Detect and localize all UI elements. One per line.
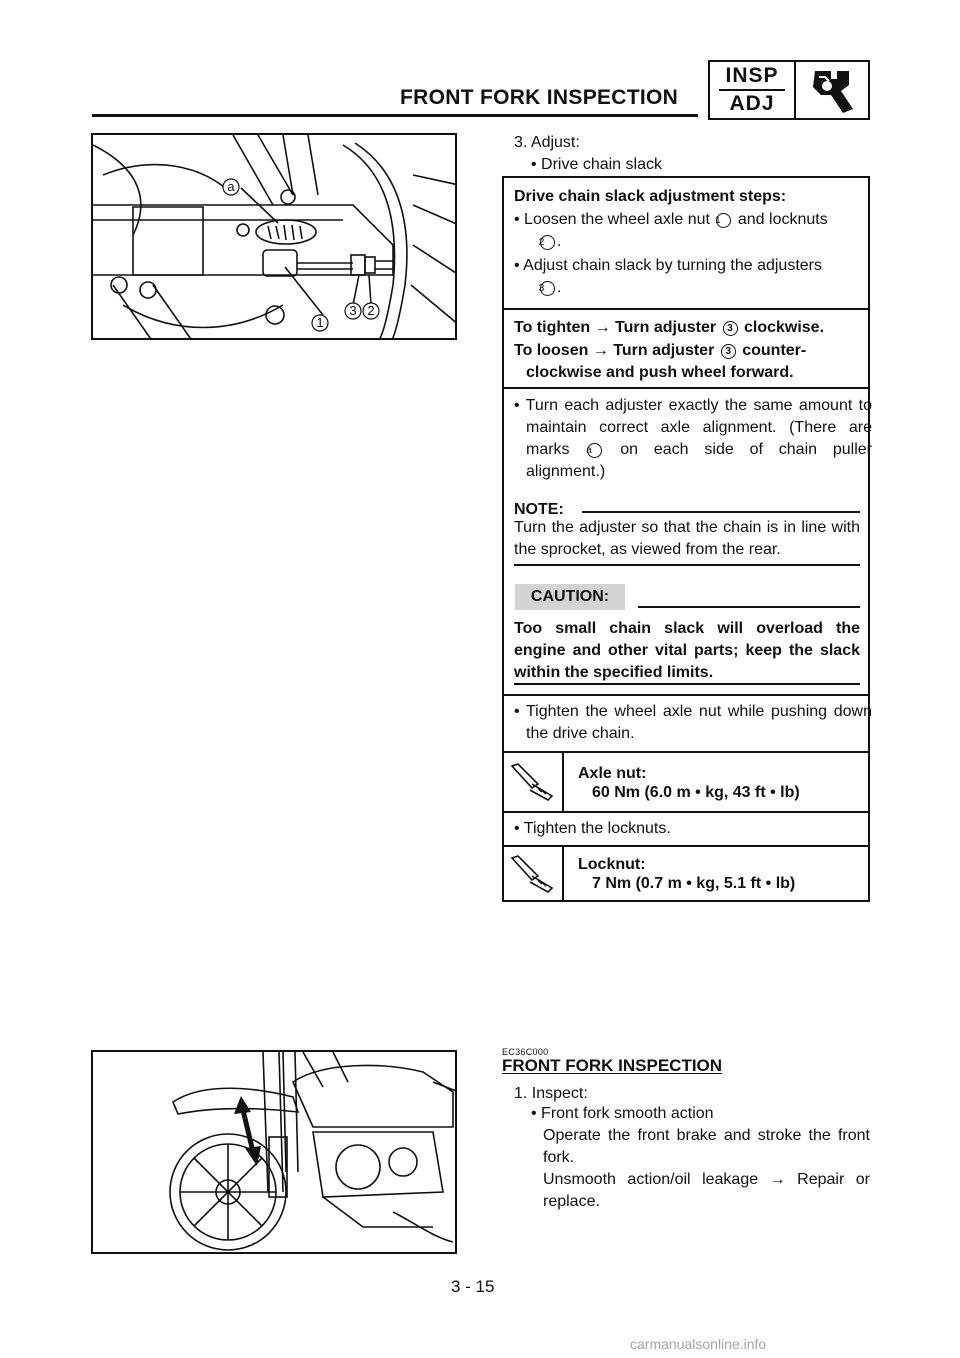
loosen-text-b: and locknuts bbox=[737, 211, 828, 228]
procedure-heading: Drive chain slack adjustment steps: bbox=[514, 188, 787, 205]
align-text-a: • Turn each adjuster exactly the same amount to maintain correct axle alignment. (There are marks bbox=[514, 397, 872, 458]
step-3-item: • Drive chain slack bbox=[531, 156, 662, 173]
tighten-instruction bbox=[514, 317, 860, 339]
badge-divider bbox=[719, 89, 785, 91]
loosen-instr-c: clockwise and push wheel forward. bbox=[526, 364, 794, 381]
caution-end-rule bbox=[514, 683, 860, 685]
axle-nut-spec-value: 60 Nm (6.0 m • kg, 43 ft • lb) bbox=[592, 784, 800, 801]
section-badge bbox=[708, 60, 870, 120]
section-badge-label bbox=[710, 62, 796, 118]
tighten-ref-3: 3 bbox=[723, 321, 738, 336]
loosen-instr-a: To loosen → Turn adjuster bbox=[514, 342, 715, 359]
wrench-icon bbox=[796, 62, 868, 118]
locknut-spec-label: Locknut: bbox=[578, 856, 646, 873]
adjust-text-a: • Adjust chain slack by turning the adjusters bbox=[514, 257, 822, 274]
axle-nut-spec-label: Axle nut: bbox=[578, 765, 647, 782]
inspect-item: • Front fork smooth action bbox=[531, 1105, 714, 1122]
locknut-spec-value: 7 Nm (0.7 m • kg, 5.1 ft • lb) bbox=[592, 875, 796, 892]
callout-3: 3 bbox=[349, 303, 357, 318]
badge-adj: ADJ bbox=[729, 92, 775, 115]
section-title: FRONT FORK INSPECTION bbox=[502, 1056, 723, 1075]
tighten-text-b: clockwise. bbox=[743, 319, 825, 336]
inspect-step-label: 1. Inspect: bbox=[514, 1085, 588, 1102]
loosen-ref-3: 3 bbox=[721, 344, 736, 359]
front-fork-illustration bbox=[91, 1050, 457, 1254]
inspect-result: Unsmooth action/oil leakage → Repair or replace. bbox=[543, 1171, 870, 1210]
tighten-text-a: To tighten → Turn adjuster bbox=[514, 319, 717, 336]
callout-a: a bbox=[227, 179, 235, 194]
adjust-text-b: . bbox=[557, 279, 562, 296]
divider bbox=[504, 387, 868, 389]
caution-rule bbox=[638, 606, 860, 608]
torque-wrench-icon bbox=[504, 847, 564, 900]
divider bbox=[504, 811, 868, 813]
ref-3: 3 bbox=[540, 281, 555, 296]
loosen-instruction bbox=[514, 340, 860, 384]
watermark: carmanualsonline.info bbox=[630, 1336, 767, 1352]
tighten-locknuts-step: • Tighten the locknuts. bbox=[514, 820, 671, 837]
callout-2: 2 bbox=[367, 303, 375, 318]
page-header-title: FRONT FORK INSPECTION bbox=[400, 86, 679, 109]
badge-insp: INSP bbox=[725, 64, 779, 87]
step-loosen-nuts bbox=[514, 209, 872, 253]
page-number: 3 - 15 bbox=[451, 1277, 495, 1296]
alignment-step bbox=[514, 395, 872, 483]
procedure-box bbox=[502, 176, 870, 902]
step-3-label: 3. Adjust: bbox=[514, 134, 580, 151]
section-code: EC36C000 bbox=[502, 1047, 549, 1057]
header-rule bbox=[92, 114, 698, 117]
torque-wrench-icon bbox=[504, 753, 564, 811]
loosen-text-a: • Loosen the wheel axle nut bbox=[514, 211, 710, 228]
align-text-b: on each side of chain puller alignment.) bbox=[526, 441, 872, 480]
caution-text: Too small chain slack will overload the engine and other vital parts; keep the slack within the specified limits. bbox=[514, 620, 860, 681]
tighten-axle-step: • Tighten the wheel axle nut while pushing down the drive chain. bbox=[514, 703, 872, 742]
note-end-rule bbox=[514, 564, 860, 566]
loosen-text-c: . bbox=[557, 233, 562, 250]
chain-adjuster-illustration bbox=[91, 133, 457, 340]
callout-1: 1 bbox=[316, 315, 324, 330]
ref-1: 1 bbox=[716, 213, 731, 228]
ref-a: a bbox=[587, 443, 602, 458]
ref-2: 2 bbox=[540, 235, 555, 250]
inspect-instructions: Operate the front brake and stroke the front fork. bbox=[543, 1127, 870, 1166]
step-adjust-slack bbox=[514, 255, 872, 299]
note-rule bbox=[582, 511, 860, 513]
loosen-instr-b: counter- bbox=[742, 342, 807, 359]
divider bbox=[504, 308, 868, 310]
note-label: NOTE: bbox=[514, 501, 564, 518]
divider bbox=[504, 694, 868, 696]
caution-label: CAUTION: bbox=[515, 584, 625, 610]
note-text: Turn the adjuster so that the chain is in line with the sprocket, as viewed from the rear. bbox=[514, 519, 860, 558]
